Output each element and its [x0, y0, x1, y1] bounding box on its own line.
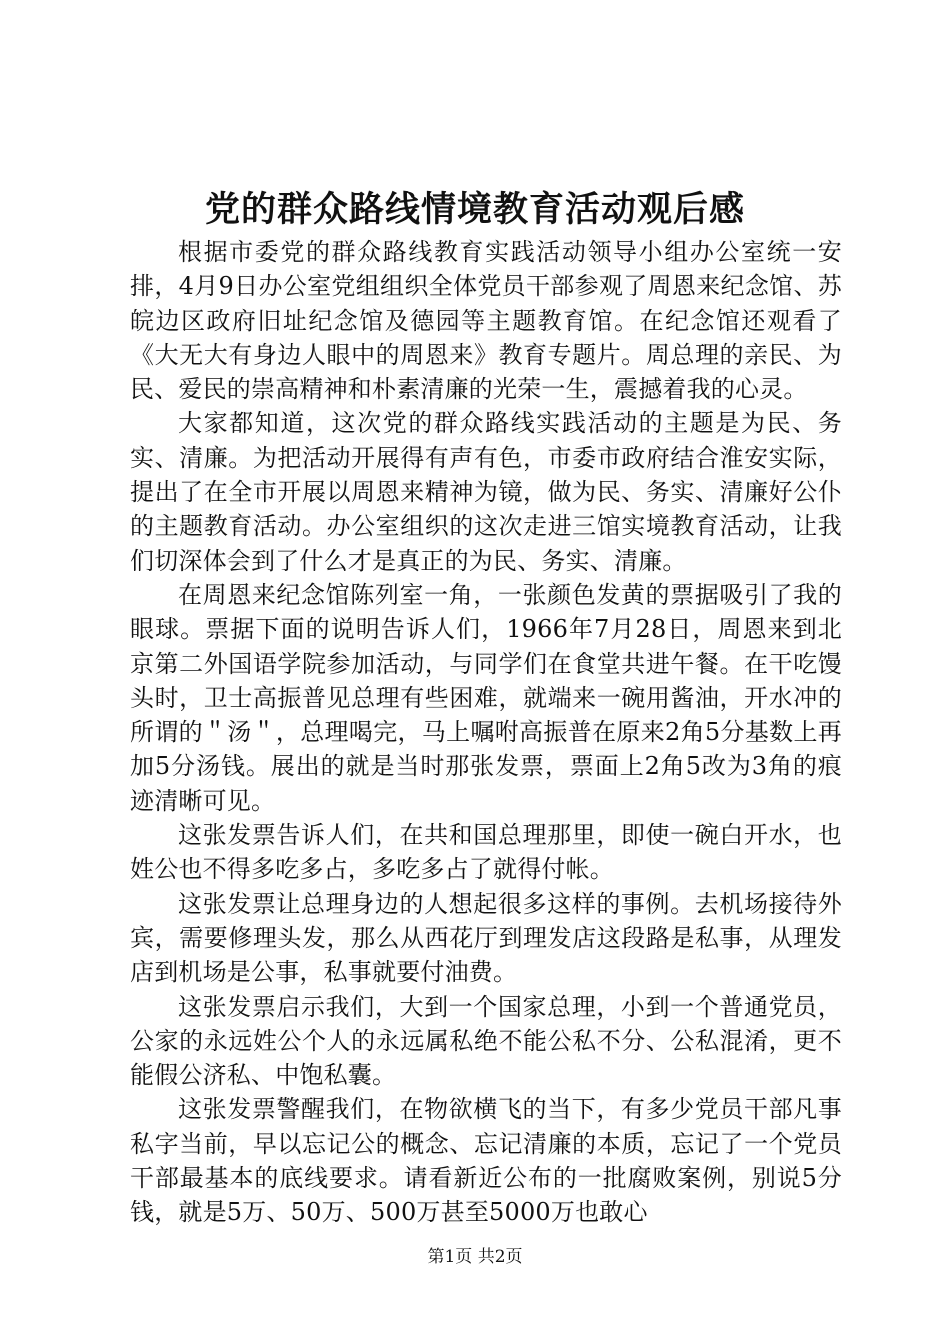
paragraph-4: 这张发票告诉人们，在共和国总理那里，即使一碗白开水，也姓公也不得多吃多占，多吃多占了就得付帐。: [130, 821, 842, 884]
paragraph-1: 根据市委党的群众路线教育实践活动领导小组办公室统一安排，4月9日办公室党组组织全体党员干部参观了周恩来纪念馆、苏皖边区政府旧址纪念馆及德园等主题教育馆。在纪念馆还观看了《大无大有身边人眼中的周恩来》教育专题片。周总理的亲民、为民、爱民的崇高精神和朴素清廉的光荣一生，震撼着我的心灵。: [130, 238, 842, 404]
paragraph-6: 这张发票启示我们，大到一个国家总理，小到一个普通党员，公家的永远姓公个人的永远属私绝不能公私不分、公私混淆，更不能假公济私、中饱私囊。: [130, 992, 842, 1090]
page-number-footer: 第1页 共2页: [427, 1247, 523, 1267]
document-body: [130, 235, 842, 1230]
document-title: 党的群众路线情境教育活动观后感: [204, 190, 745, 230]
paragraph-5: 这张发票让总理身边的人想起很多这样的事例。去机场接待外宾，需要修理头发，那么从西花厅到理发店这段路是私事，从理发店到机场是公事，私事就要付油费。: [130, 889, 842, 987]
paragraph-7: 这张发票警醒我们，在物欲横飞的当下，有多少党员干部凡事私字当前，早以忘记公的概念、忘记清廉的本质，忘记了一个党员干部最基本的底线要求。请看新近公布的一批腐败案例，别说5分钱，就是5万、50万、500万甚至5000万也敢心: [130, 1095, 842, 1227]
paragraph-2: 大家都知道，这次党的群众路线实践活动的主题是为民、务实、清廉。为把活动开展得有声有色，市委市政府结合淮安实际，提出了在全市开展以周恩来精神为镜，做为民、务实、清廉好公仆的主题教育活动。办公室组织的这次走进三馆实境教育活动，让我们切深体会到了什么才是真正的为民、务实、清廉。: [130, 409, 842, 575]
paragraph-3: 在周恩来纪念馆陈列室一角，一张颜色发黄的票据吸引了我的眼球。票据下面的说明告诉人们，1966年7月28日，周恩来到北京第二外国语学院参加活动，与同学们在食堂共进午餐。在干吃馒头时，卫士高振普见总理有些困难，就端来一碗用酱油，开水冲的所谓的＂汤＂，总理喝完，马上嘱咐高振普在原来2角5分基数上再加5分汤钱。展出的就是当时那张发票，票面上2角5改为3角的痕迹清晰可见。: [130, 580, 842, 815]
